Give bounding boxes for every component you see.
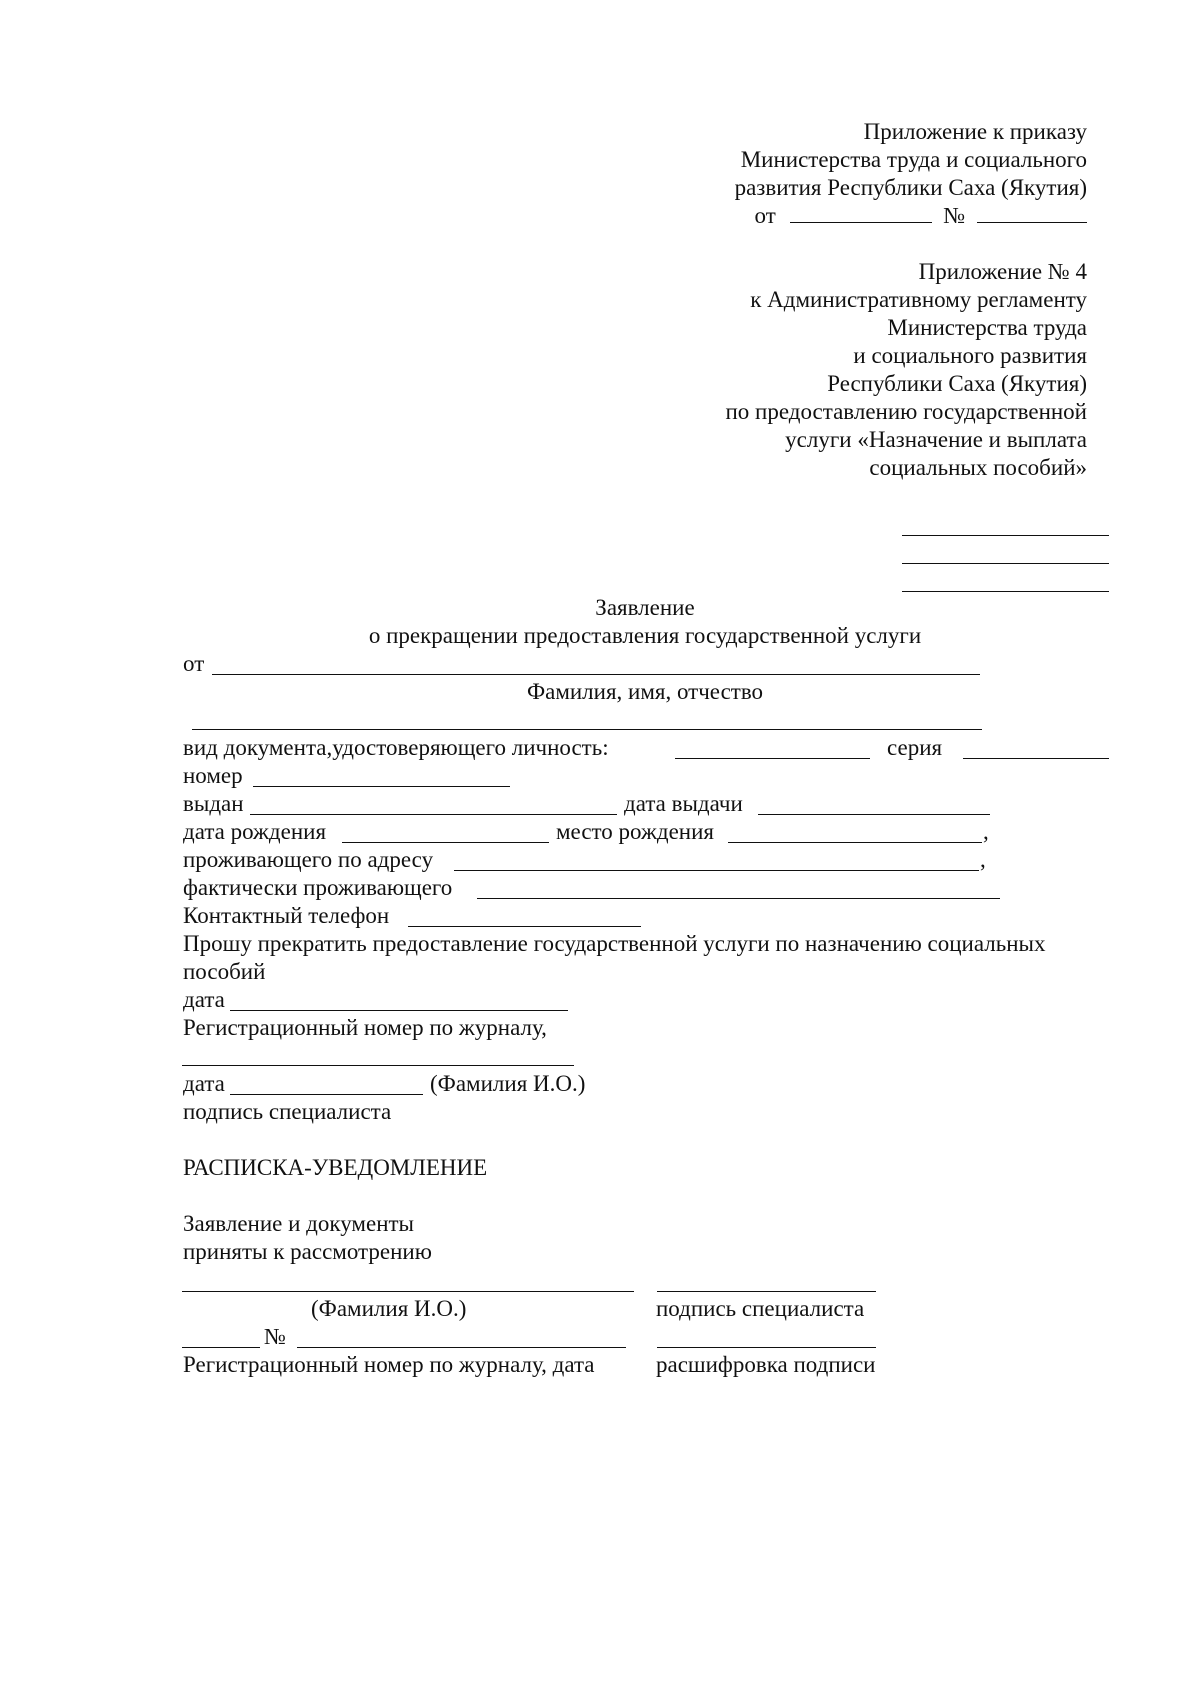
phone-label: Контактный телефон bbox=[183, 903, 390, 928]
actual-residence-label: фактически проживающего bbox=[183, 875, 453, 900]
fio-caption: Фамилия, имя, отчество bbox=[526, 679, 764, 704]
issued-by-field[interactable] bbox=[250, 814, 617, 815]
doc-type-field[interactable] bbox=[675, 758, 870, 759]
birth-place-label: место рождения bbox=[556, 819, 714, 844]
applicant-extra-field[interactable] bbox=[192, 729, 982, 730]
appendix-line-1: Приложение № 4 bbox=[918, 259, 1087, 284]
order-header-line-2: Министерства труда и социального bbox=[740, 147, 1087, 172]
series-label: серия bbox=[887, 735, 943, 760]
birth-date-label: дата рождения bbox=[183, 819, 327, 844]
actual-residence-field[interactable] bbox=[477, 898, 1000, 899]
address-comma: , bbox=[980, 847, 986, 872]
applicant-fio-field[interactable] bbox=[212, 674, 980, 675]
order-from-label: от bbox=[754, 203, 776, 228]
address-label: проживающего по адресу bbox=[183, 847, 434, 872]
receipt-decode-label: расшифровка подписи bbox=[656, 1352, 876, 1377]
receipt-title: РАСПИСКА-УВЕДОМЛЕНИЕ bbox=[183, 1155, 488, 1180]
issue-date-label: дата выдачи bbox=[624, 791, 743, 816]
number-field[interactable] bbox=[253, 786, 510, 787]
request-text-line-1: Прошу прекратить предоставление государственной услуги по назначению социальных bbox=[183, 931, 1046, 956]
appendix-line-6: по предоставлению государственной bbox=[725, 399, 1087, 424]
receipt-accepted-line-1: Заявление и документы bbox=[183, 1211, 415, 1236]
appendix-line-2: к Административному регламенту bbox=[750, 287, 1087, 312]
receipt-reg-prefix-field[interactable] bbox=[182, 1347, 260, 1348]
registration-date-field[interactable] bbox=[230, 1094, 423, 1095]
order-date-number-line bbox=[755, 202, 1087, 230]
receipt-accepted-line-2: приняты к рассмотрению bbox=[183, 1239, 432, 1264]
order-header-line-3: развития Республики Саха (Якутия) bbox=[734, 175, 1087, 200]
addressee-line-3[interactable] bbox=[902, 591, 1109, 592]
order-date-field[interactable] bbox=[790, 202, 932, 223]
appendix-line-5: Республики Саха (Якутия) bbox=[827, 371, 1087, 396]
appendix-line-7: услуги «Назначение и выплата bbox=[785, 427, 1087, 452]
birth-date-field[interactable] bbox=[342, 842, 549, 843]
date-label-2: дата bbox=[183, 1071, 225, 1096]
receipt-number-sign: № bbox=[264, 1324, 286, 1349]
document-title: Заявление bbox=[595, 595, 695, 620]
registration-field[interactable] bbox=[182, 1065, 574, 1066]
document-subtitle: о прекращении предоставления государственной услуги bbox=[368, 623, 922, 648]
request-text-line-2: пособий bbox=[183, 959, 266, 984]
doc-type-label: вид документа,удостоверяющего личность: bbox=[183, 735, 609, 760]
address-field[interactable] bbox=[454, 870, 979, 871]
registration-label: Регистрационный номер по журналу, bbox=[183, 1015, 547, 1040]
from-label: от bbox=[183, 651, 205, 676]
order-header-line-1: Приложение к приказу bbox=[863, 119, 1087, 144]
addressee-line-2[interactable] bbox=[902, 563, 1109, 564]
receipt-specialist-signature-label: подпись специалиста bbox=[656, 1296, 865, 1321]
issue-date-field[interactable] bbox=[758, 814, 990, 815]
appendix-line-8: социальных пособий» bbox=[869, 455, 1087, 480]
receipt-decode-field[interactable] bbox=[657, 1347, 876, 1348]
number-label: номер bbox=[183, 763, 243, 788]
receipt-reg-number-field[interactable] bbox=[297, 1347, 626, 1348]
issued-label: выдан bbox=[183, 791, 244, 816]
receipt-fio-field[interactable] bbox=[182, 1291, 634, 1292]
birth-place-field[interactable] bbox=[728, 842, 982, 843]
series-field[interactable] bbox=[963, 758, 1109, 759]
order-number-sign: № bbox=[943, 203, 966, 228]
receipt-fio-label: (Фамилия И.О.) bbox=[311, 1296, 467, 1321]
receipt-reg-date-label: Регистрационный номер по журналу, дата bbox=[183, 1352, 595, 1377]
appendix-line-4: и социального развития bbox=[853, 343, 1087, 368]
order-number-field[interactable] bbox=[977, 202, 1087, 223]
phone-field[interactable] bbox=[408, 926, 641, 927]
date-label: дата bbox=[183, 987, 225, 1012]
birth-place-comma: , bbox=[983, 819, 989, 844]
specialist-fio-label: (Фамилия И.О.) bbox=[430, 1071, 586, 1096]
request-date-field[interactable] bbox=[230, 1010, 568, 1011]
appendix-line-3: Министерства труда bbox=[887, 315, 1087, 340]
addressee-line-1[interactable] bbox=[902, 535, 1109, 536]
receipt-signature-field[interactable] bbox=[657, 1291, 876, 1292]
specialist-signature-label: подпись специалиста bbox=[183, 1099, 392, 1124]
